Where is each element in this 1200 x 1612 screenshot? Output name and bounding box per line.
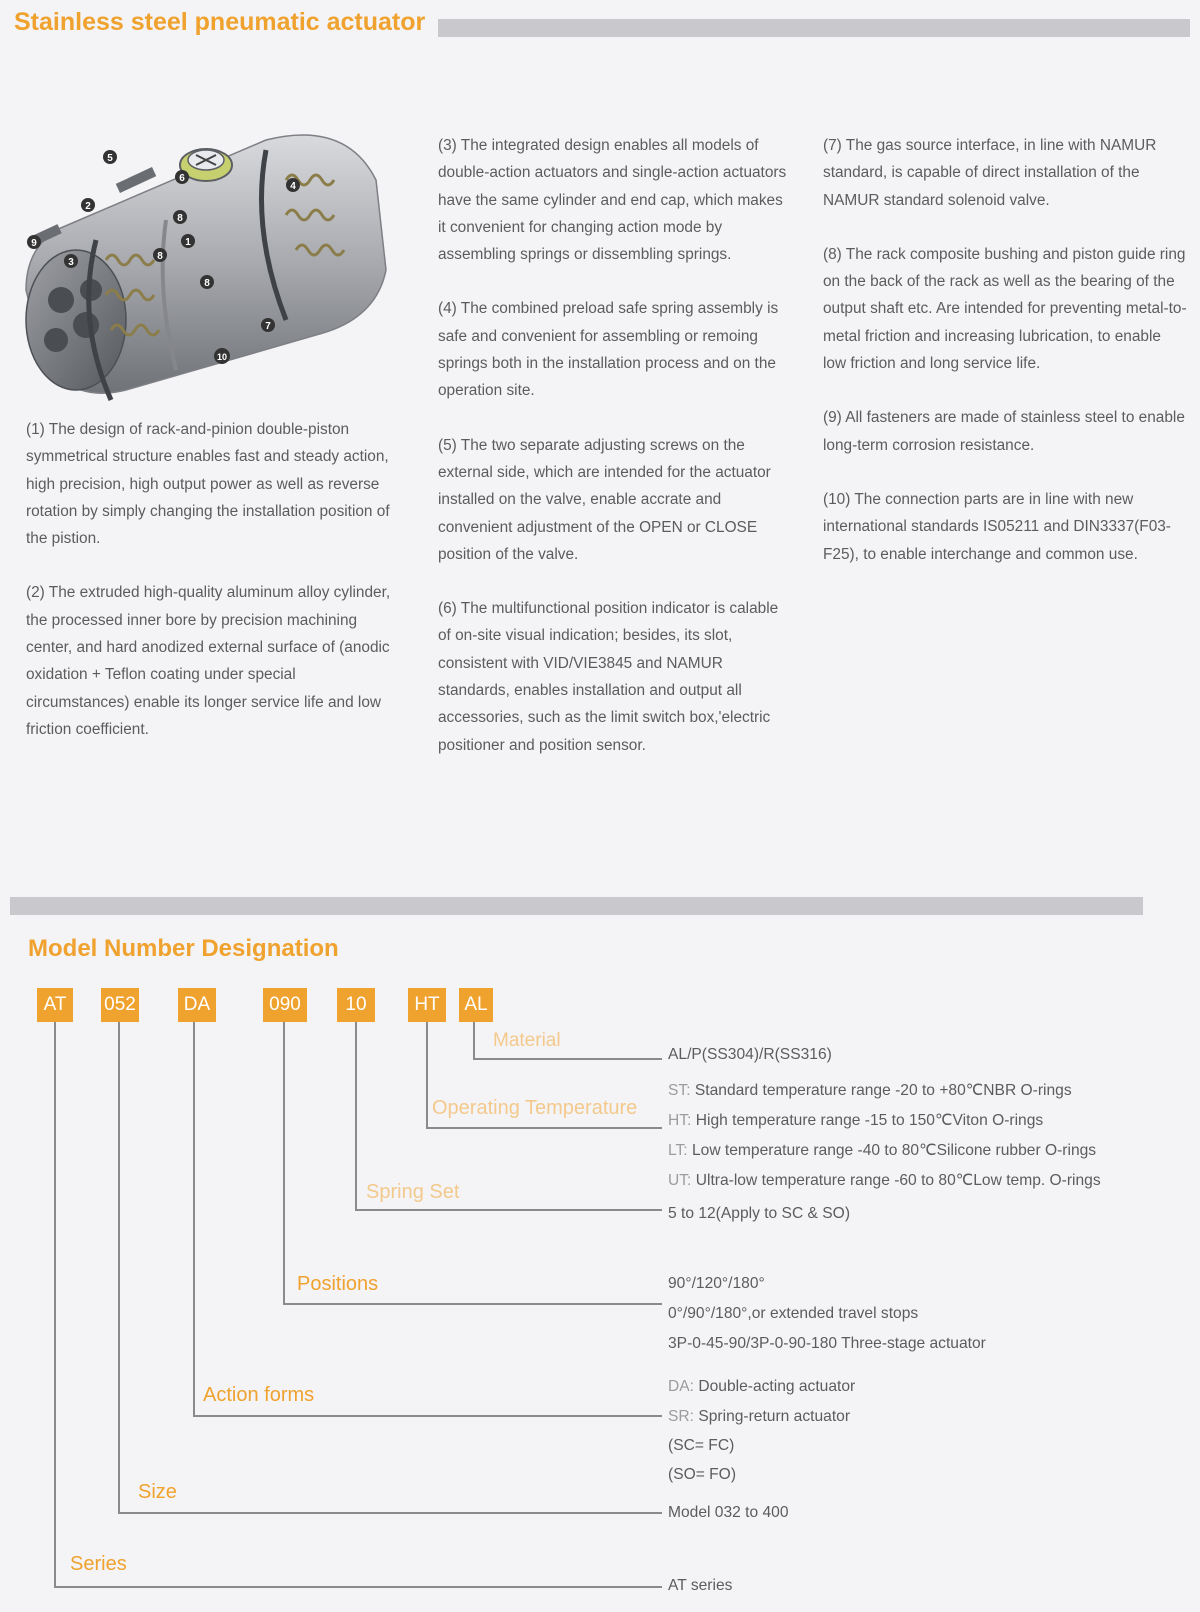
feature-1: (1) The design of rack-and-pinion double-piston symmetrical structure enables fast and steady action, high precision, high output power as well as reverse rotation by simply changing the installation position of the pistion. — [26, 421, 390, 548]
header-divider-bar — [438, 19, 1190, 37]
feature-7: (7) The gas source interface, in line with NAMUR standard, is capable of direct installation of the NAMUR standard solenoid valve. — [823, 137, 1157, 209]
feature-8: (8) The rack composite bushing and piston guide ring on the back of the rack as well as the bearing of the output shaft etc. Are intended for preventing metal-to-metal friction and increasing lubrication, to enable low friction and long service life. — [823, 245, 1187, 373]
code-box-size: 052 — [101, 988, 139, 1022]
callout-number: 8 — [157, 251, 163, 262]
connector-series — [54, 1586, 662, 1588]
callout-number: 5 — [107, 153, 113, 164]
temperature-option: HT: High temperature range -15 to 150℃Viton O-rings — [668, 1112, 1044, 1129]
feature-2: (2) The extruded high-quality aluminum alloy cylinder, the processed inner bore by precision machining center, and hard anodized external surface of (anodic oxidation + Teflon coating under special circumstances) enable its longer service life and low friction coefficient. — [26, 584, 391, 738]
label-operating-temperature: Operating Temperature — [432, 1097, 638, 1119]
connector-spring — [355, 1022, 357, 1209]
code-box-spring: 10 — [337, 988, 375, 1022]
section-divider-bar — [10, 897, 1143, 915]
callout-number: 4 — [290, 181, 296, 192]
action-option: (SC= FC) — [668, 1437, 735, 1454]
action-option: SR: Spring-return actuator — [668, 1408, 851, 1425]
series-options: AT series — [668, 1577, 733, 1594]
label-spring-set: Spring Set — [366, 1181, 460, 1203]
temperature-option: ST: Standard temperature range -20 to +80℃NBR O-rings — [668, 1082, 1072, 1099]
callout-number: 1 — [185, 237, 191, 248]
label-size: Size — [138, 1481, 177, 1503]
connector-action — [193, 1415, 662, 1417]
callout-number: 7 — [265, 321, 271, 332]
features-column-3 — [823, 132, 1187, 595]
feature-10: (10) The connection parts are in line with new international standards IS05211 and DIN3337(F03-F25), to enable interchange and common use. — [823, 490, 1171, 563]
label-positions: Positions — [297, 1273, 379, 1295]
code-box-material: AL — [459, 988, 493, 1022]
temperature-option: LT: Low temperature range -40 to 80℃Silicone rubber O-rings — [668, 1142, 1097, 1159]
material-options: AL/P(SS304)/R(SS316) — [668, 1046, 832, 1063]
feature-6: (6) The multifunctional position indicator is calable of on-site visual indication; besides, its slot, consistent with VID/VIE3845 and NAMUR standards, enables installation and output all accessories, such as the limit switch box,'electric positioner and position sensor. — [438, 600, 779, 754]
connector-positions — [283, 1303, 662, 1305]
connector-series — [54, 1022, 56, 1586]
connector-material — [473, 1022, 475, 1058]
callout-number: 2 — [85, 201, 91, 212]
connector-material — [473, 1058, 662, 1060]
callout-number: 9 — [31, 238, 37, 249]
code-box-series: AT — [37, 988, 73, 1022]
connector-spring — [355, 1209, 662, 1211]
model-section-title: Model Number Designation — [28, 935, 339, 962]
feature-5: (5) The two separate adjusting screws on the external side, which are intended for the actuator installed on the valve, enable accrate and convenient adjustment of the OPEN or CLOSE position of the valve. — [438, 436, 771, 563]
callout-number: 3 — [68, 257, 74, 268]
connector-size — [118, 1512, 662, 1514]
label-material: Material — [493, 1030, 561, 1051]
code-box-positions: 090 — [263, 988, 307, 1022]
features-column-1 — [26, 416, 396, 770]
callout-number: 6 — [179, 173, 185, 184]
connector-positions — [283, 1022, 285, 1303]
code-box-temperature: HT — [408, 988, 446, 1022]
connector-temperature — [426, 1127, 662, 1129]
actuator-illustration — [16, 120, 396, 410]
positions-option: 0°/90°/180°,or extended travel stops — [668, 1305, 919, 1322]
callout-number: 8 — [204, 278, 210, 289]
label-series: Series — [70, 1553, 127, 1575]
feature-4: (4) The combined preload safe spring assembly is safe and convenient for assembling or remoing springs both in the installation process and on the operation site. — [438, 300, 779, 400]
temperature-option: UT: Ultra-low temperature range -60 to 80℃Low temp. O-rings — [668, 1172, 1101, 1189]
connector-size — [118, 1022, 120, 1512]
callout-number: 10 — [216, 352, 228, 362]
feature-3: (3) The integrated design enables all models of double-action actuators and single-action actuators have the same cylinder and end cap, which makes it convenient for changing action mode by assembling springs or dissembling springs. — [438, 137, 787, 264]
label-action-forms: Action forms — [203, 1384, 315, 1406]
action-option: (SO= FO) — [668, 1466, 737, 1483]
size-options: Model 032 to 400 — [668, 1504, 789, 1521]
connector-action — [193, 1022, 195, 1415]
code-box-action: DA — [178, 988, 216, 1022]
action-option: DA: Double-acting actuator — [668, 1378, 856, 1395]
positions-option: 3P-0-45-90/3P-0-90-180 Three-stage actuator — [668, 1335, 986, 1352]
feature-9: (9) All fasteners are made of stainless steel to enable long-term corrosion resistance. — [823, 409, 1185, 454]
positions-option: 90°/120°/180° — [668, 1275, 765, 1292]
features-column-2 — [438, 132, 794, 786]
page-title: Stainless steel pneumatic actuator — [14, 8, 426, 36]
callout-number: 8 — [177, 213, 183, 224]
spring-set-options: 5 to 12(Apply to SC & SO) — [668, 1205, 851, 1222]
connector-temperature — [426, 1022, 428, 1127]
